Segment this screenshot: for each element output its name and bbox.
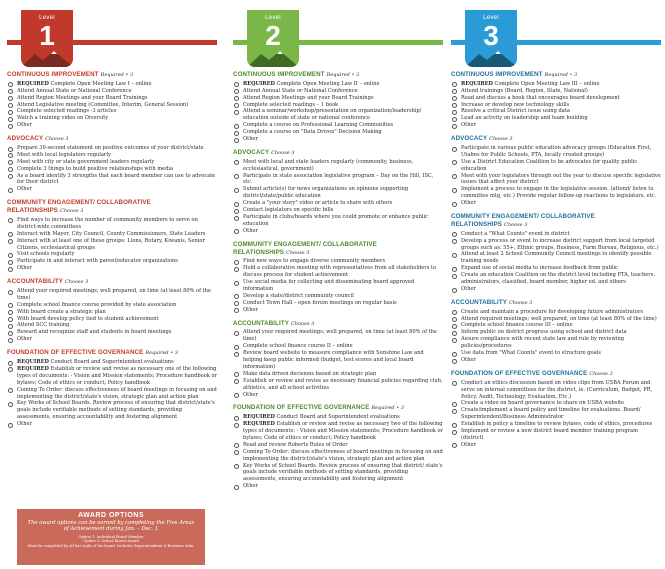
- checklist-item[interactable]: [7, 166, 217, 173]
- award-description: The award options can be earned by completing the Five Areas of Achievement during Jan. – Dec. 1: [27, 520, 195, 533]
- checklist-item[interactable]: [451, 286, 661, 293]
- checklist-item[interactable]: [451, 145, 661, 159]
- checklist-item[interactable]: [7, 231, 217, 238]
- section-heading: [451, 71, 661, 80]
- item-text: Create and maintain a procedure for developing future administrators: [461, 308, 643, 315]
- checklist-item[interactable]: [451, 336, 661, 350]
- item-text: Use a District Education Coalition to be advocates for quality public education: [461, 158, 638, 172]
- item-text: Attend trainings (Board, Region, State, National): [461, 87, 588, 94]
- checklist: [7, 217, 217, 272]
- checklist-item[interactable]: [233, 108, 443, 122]
- item-text: Interact with at least one of these groups: Lions, Rotary, Kiwanis, Senior Citizens, ecclesiastical groups: [17, 237, 205, 251]
- level-2-badge: [247, 10, 299, 67]
- item-text: Complete selected readings -3 articles: [17, 108, 117, 115]
- item-text: Review board website to measure compliance with Sunshine Law and helping keep public informed (budget, test scores and local board information): [243, 350, 424, 370]
- checklist-item[interactable]: [451, 428, 661, 442]
- item-text: Other: [17, 186, 32, 193]
- item-text: Other: [461, 356, 476, 363]
- item-text: Attend SCC training: [17, 322, 70, 329]
- checklist-item[interactable]: [233, 200, 443, 207]
- level-3-column: [451, 0, 661, 569]
- section-requirement: Required • 3: [326, 72, 360, 78]
- checklist-item[interactable]: [451, 357, 661, 364]
- section-title: ACCOUNTABILITY: [233, 319, 289, 327]
- item-text: Attend a seminar/workshop/presentation on organization/leadership/ education outside of state or national conference: [243, 108, 422, 122]
- item-text: Create an education Coalition on the district level including PTA, teachers, administrators, classified, board member, higher ed. and others: [461, 272, 655, 286]
- level-number: 1: [39, 20, 55, 51]
- checklist-item[interactable]: [7, 359, 217, 366]
- checklist: [7, 288, 217, 343]
- level-2-content: [233, 65, 443, 490]
- checklist-item[interactable]: [7, 145, 217, 152]
- section-title: ACCOUNTABILITY: [451, 298, 507, 306]
- item-text: Prepare 30-second statement on positive outcomes of your district/state: [17, 144, 204, 151]
- item-text: Establish or review and revise as necessary two of the following types of documents: - Vision and Mission statements; Procedure handbook or bylaws; Code of ethics or conduct; Policy handbook: [243, 421, 443, 441]
- checklist-item[interactable]: [7, 309, 217, 316]
- level-label: Level: [265, 15, 281, 21]
- checklist-item[interactable]: [233, 88, 443, 95]
- award-option-1: Option 1: Individual Board Member: [78, 534, 144, 539]
- level-3-badge: [465, 10, 517, 67]
- item-text: Complete Open Meeting Law II – online: [276, 80, 380, 87]
- section-requirement: Choose 3: [504, 221, 528, 228]
- checklist-item[interactable]: [7, 302, 217, 309]
- section-heading: [7, 135, 217, 144]
- checklist-item[interactable]: [7, 329, 217, 336]
- item-text: Use social media for collecting and disseminating board approved information: [243, 279, 415, 292]
- section-requirement: Choose 3: [60, 208, 84, 215]
- checklist-item[interactable]: [233, 449, 443, 463]
- item-text: Other: [461, 122, 476, 129]
- checklist-item[interactable]: [233, 129, 443, 136]
- checklist-item[interactable]: [233, 442, 443, 449]
- checklist: [451, 380, 661, 449]
- checklist-item[interactable]: [451, 88, 661, 95]
- section-heading: [451, 370, 661, 379]
- item-text: Attend Region Meetings and your Board Trainings: [243, 94, 374, 101]
- checklist-item[interactable]: [451, 238, 661, 252]
- level-3-content: [451, 65, 661, 449]
- section-title: ADVOCACY: [451, 135, 488, 143]
- section-heading: [233, 149, 443, 158]
- item-text: Establish or review and revise as necessary one of the following types of documents: - Vision and Mission statements; Procedure handbook or bylaws; Code of ethics or conduct; Policy handbook: [17, 365, 217, 386]
- item-text: Participate in clubs/boards where you could promote or enhance public education: [243, 214, 429, 227]
- required-tag: REQUIRED: [243, 80, 275, 87]
- item-text: Other: [243, 306, 258, 313]
- level-number: 3: [483, 20, 499, 51]
- section-requirement: Choose 3: [45, 136, 69, 143]
- item-text: Participate in various public education advocacy groups (Education First, Utahns for Public Schools, PTA, locally created groups): [461, 144, 652, 158]
- item-text: Attend Annual State or National Conference: [243, 87, 358, 94]
- checklist-item[interactable]: [233, 207, 443, 214]
- checklist-item[interactable]: [451, 272, 661, 286]
- checklist: [233, 258, 443, 313]
- item-text: Develop a state/district community council: [243, 292, 354, 299]
- item-text: Use data from "What Counts" event to structure goals: [461, 350, 601, 357]
- checklist-item[interactable]: [451, 309, 661, 316]
- section-title: COMMUNITY ENGAGEMENT/ COLLABORATIVE RELATIONSHIPS: [233, 240, 377, 256]
- item-text: Visit schools regularly: [17, 251, 75, 258]
- checklist-item[interactable]: [7, 366, 217, 387]
- item-text: Attend required meetings; well prepared, on time (at least 80% of the time): [461, 315, 657, 322]
- item-text: Complete selected readings – 1 book: [243, 101, 339, 108]
- section-requirement: Required • 3: [145, 350, 178, 357]
- item-text: Complete school finance course provided by state association: [17, 301, 177, 308]
- item-text: Inform public on district progress using school and district data: [461, 329, 627, 336]
- item-text: Implement a process to engage in the legislative session. (attend/ listen to committee mtg, etc.) Provide regular follow-up reactions to legislators, etc.: [461, 186, 657, 200]
- checklist-item[interactable]: [233, 463, 443, 484]
- checklist-item[interactable]: [451, 400, 661, 407]
- checklist-item[interactable]: [451, 322, 661, 329]
- checklist-item[interactable]: [233, 307, 443, 314]
- section-heading: [7, 349, 217, 358]
- checklist: [451, 81, 661, 129]
- item-text: Other: [243, 227, 258, 234]
- checklist-item[interactable]: [451, 159, 661, 173]
- checklist-item[interactable]: [451, 251, 661, 265]
- checklist-item[interactable]: [7, 251, 217, 258]
- checklist-item[interactable]: [233, 173, 443, 187]
- checklist: [451, 231, 661, 293]
- item-text: As a board identify 3 strengths that each board member can use to advocate for their district: [17, 172, 216, 186]
- item-text: Reward and recognize staff and students in board meetings: [17, 329, 172, 336]
- item-text: Other: [243, 391, 258, 398]
- item-text: Attend Legislative meeting (Committee, Interim, General Session): [17, 101, 189, 108]
- item-text: Conduct an ethics discussion based on video clips from USBA Forum and serve on internal committees for the district, ie. (Curriculum, Budget, PR, Policy, Audit, Technology, Evaluation, Etc.): [461, 379, 653, 400]
- checklist-item[interactable]: [451, 102, 661, 109]
- checklist-item[interactable]: [451, 350, 661, 357]
- checklist-item[interactable]: [233, 265, 443, 279]
- item-text: Expand use of social media to increase feedback from public: [461, 265, 618, 272]
- section-title: ADVOCACY: [233, 148, 270, 156]
- item-text: Complete Open Meeting Law I – online: [50, 80, 152, 87]
- checklist-item[interactable]: [233, 293, 443, 300]
- item-text: Watch a training video on Diversity: [17, 115, 109, 122]
- checklist-item[interactable]: [451, 380, 661, 401]
- item-text: Implement or review a new district board member training program (district): [461, 428, 638, 441]
- checklist-item[interactable]: [7, 322, 217, 329]
- checklist-item[interactable]: [7, 173, 217, 187]
- item-text: Attend Region Meetings and your Board Trainings: [17, 94, 148, 101]
- item-text: Coming To Order: discuss effectiveness of board meetings in focusing on and implementing the district/state's vision, strategic plan and action plan: [243, 448, 443, 462]
- checklist-item[interactable]: [233, 378, 443, 392]
- item-text: Conduct a "What Counts" event in district: [461, 230, 570, 237]
- checklist: [233, 81, 443, 143]
- checklist-item[interactable]: [451, 200, 661, 207]
- item-text: Find ways to increase the number of community members to serve on district-wide committees: [17, 216, 198, 230]
- item-text: Hold a collaborative meeting with representatives from all stakeholders to discuss process for student achievement: [243, 265, 437, 279]
- checklist-item[interactable]: [451, 173, 661, 187]
- item-text: Interact with Mayor, City Council, County Commissioners, State Leaders: [17, 230, 206, 237]
- checklist-item[interactable]: [7, 421, 217, 428]
- item-text: Establish in policy a timeline to review bylaws, code of ethics, procedures: [461, 421, 653, 428]
- item-text: Key Works of School Boards. Review process of ensuring that district/ state's goals include verifiable methods of setting standards, providing assessments, ensuring accountability and fostering alignment: [243, 462, 443, 483]
- item-text: Complete a course on "Data Driven" Decision Making: [243, 129, 382, 136]
- section-requirement: Choose 3: [271, 149, 295, 156]
- section-requirement: Required • 3: [100, 72, 134, 78]
- section-heading: [233, 71, 443, 80]
- checklist-item[interactable]: [233, 421, 443, 442]
- item-text: Submit article(s) for news organizations on opinions supporting district/state/public education: [243, 186, 409, 200]
- item-text: Attend your required meetings; well prepared, on time (at least 80% of the time): [243, 329, 437, 343]
- section-requirement: Required • 3: [371, 405, 404, 412]
- checklist: [451, 309, 661, 364]
- section-title: CONTINUOUS IMPROVEMENT: [7, 71, 99, 78]
- section-title: FOUNDATION OF EFFECTIVE GOVERNANCE: [233, 404, 370, 412]
- checklist: [7, 81, 217, 129]
- checklist-item[interactable]: [451, 407, 661, 421]
- checklist-item[interactable]: [233, 186, 443, 200]
- item-text: Attend at least 2 School Community Council meetings to identify possible training needs: [461, 251, 652, 265]
- section-title: COMMUNITY ENGAGEMENT/ COLLABORATIVE RELATIONSHIPS: [451, 213, 595, 228]
- checklist-item[interactable]: [233, 81, 443, 88]
- item-text: With board create a strategic plan: [17, 308, 106, 315]
- required-tag: REQUIRED: [243, 421, 275, 428]
- checklist-item[interactable]: [233, 102, 443, 109]
- checklist-item[interactable]: [451, 442, 661, 449]
- checklist-item[interactable]: [233, 279, 443, 293]
- checklist-item[interactable]: [451, 81, 661, 88]
- checklist-item[interactable]: [233, 329, 443, 343]
- item-text: Complete 3 things to build positive relationships with media: [17, 165, 174, 172]
- checklist-item[interactable]: [451, 421, 661, 428]
- section-requirement: Required • 3: [544, 72, 578, 78]
- section-title: ADVOCACY: [7, 135, 44, 143]
- award-note: Must be completed by all but eight of the board. Includes Superintendent & Business Adm.: [27, 543, 195, 548]
- checklist-item[interactable]: [451, 115, 661, 122]
- checklist-item[interactable]: [7, 108, 217, 115]
- level-label: Level: [39, 15, 55, 21]
- checklist-item[interactable]: [233, 392, 443, 399]
- section-requirement: Choose 3: [589, 370, 613, 377]
- checklist-item[interactable]: [7, 288, 217, 302]
- checklist-item[interactable]: [7, 102, 217, 109]
- checklist-item[interactable]: [7, 152, 217, 159]
- required-tag: REQUIRED: [17, 358, 49, 365]
- section-heading: [451, 135, 661, 144]
- item-text: Key Works of School Boards. Review process of ensuring that district/state's goals include verifiable methods of setting standards, providing assessments, ensuring accountability and fostering alignment: [17, 400, 215, 421]
- checklist: [233, 329, 443, 398]
- checklist-item[interactable]: [233, 258, 443, 265]
- item-text: Other: [243, 483, 258, 490]
- item-text: Participate in state association legislative program – Day on the Hill, ISC, etc.: [243, 172, 434, 186]
- item-text: Other: [461, 441, 476, 448]
- checklist-item[interactable]: [233, 414, 443, 421]
- section-title: COMMUNITY ENGAGEMENT/ COLLABORATIVE RELATIONSHIPS: [7, 199, 151, 215]
- section-heading: [7, 71, 217, 80]
- section-heading: [233, 241, 443, 258]
- checklist-item[interactable]: [233, 214, 443, 228]
- item-text: Read and discuss a book that encourages board development: [461, 94, 620, 101]
- level-1-content: [7, 65, 217, 428]
- level-label: Level: [483, 15, 499, 21]
- item-text: Complete school finance course II – online: [243, 343, 353, 350]
- checklist: [451, 145, 661, 207]
- checklist-item[interactable]: [233, 300, 443, 307]
- item-text: Other: [17, 421, 32, 428]
- item-text: Other: [243, 136, 258, 143]
- item-text: Create/implement a board policy and timeline for evaluations. Board/ Superintendent/Business Administrator: [461, 407, 641, 421]
- section-title: CONTINUOUS IMPROVEMENT: [233, 71, 325, 78]
- item-text: With board develop policy tied to student achievement: [17, 315, 159, 322]
- item-text: Make data driven decisions based on strategic plan: [243, 370, 377, 377]
- checklist-item[interactable]: [233, 483, 443, 490]
- checklist-item[interactable]: [7, 88, 217, 95]
- section-title: CONTINUOUS IMPROVEMENT: [451, 71, 543, 78]
- checklist-item[interactable]: [451, 329, 661, 336]
- section-title: ACCOUNTABILITY: [7, 278, 63, 286]
- checklist-item[interactable]: [7, 258, 217, 265]
- item-text: Assure compliance with recent state law and rule by reviewing policies/procedures: [461, 336, 624, 350]
- checklist-item[interactable]: [7, 265, 217, 272]
- checklist-item[interactable]: [233, 95, 443, 102]
- checklist-item[interactable]: [7, 81, 217, 88]
- item-text: Other: [461, 285, 476, 292]
- item-text: Increase or develop new technology skills: [461, 101, 570, 108]
- item-text: Other: [17, 122, 32, 129]
- item-text: Other: [17, 336, 32, 343]
- award-option-2: Option 2: School Board Award: [83, 539, 139, 544]
- checklist-item[interactable]: [451, 122, 661, 129]
- checklist-item[interactable]: [451, 316, 661, 323]
- section-heading: [233, 320, 443, 329]
- checklist-item[interactable]: [7, 95, 217, 102]
- level-1-column: [7, 0, 217, 569]
- required-tag: REQUIRED: [17, 80, 49, 87]
- section-title: FOUNDATION OF EFFECTIVE GOVERNANCE: [7, 349, 144, 357]
- item-text: Establish or review and revise as necessary financial policies regarding club, athletics, and all school activities: [243, 377, 443, 391]
- checklist-item[interactable]: [451, 265, 661, 272]
- award-title: AWARD OPTIONS: [77, 512, 144, 519]
- required-tag: REQUIRED: [17, 365, 49, 372]
- checklist-item[interactable]: [233, 136, 443, 143]
- section-requirement: Choose 3: [64, 279, 89, 286]
- checklist-item[interactable]: [451, 108, 661, 115]
- item-text: Meet with local legislators regularly: [17, 151, 111, 158]
- item-text: Meet with city or state government leaders regularly: [17, 158, 155, 165]
- item-text: Participate in and interact with parent/educator organizations: [17, 258, 178, 265]
- item-text: Conduct Board and Superintendent evaluations: [50, 358, 174, 365]
- section-requirement: Choose 3: [508, 299, 533, 306]
- checklist-item[interactable]: [7, 186, 217, 193]
- section-heading: [7, 199, 217, 216]
- section-heading: [233, 404, 443, 413]
- checklist-item[interactable]: [7, 316, 217, 323]
- checklist: [7, 359, 217, 428]
- checklist-item[interactable]: [7, 387, 217, 401]
- checklist: [233, 159, 443, 235]
- checklist-item[interactable]: [451, 231, 661, 238]
- item-text: Resolve a critical District issue using data: [461, 108, 570, 115]
- checklist-item[interactable]: [233, 159, 443, 173]
- checklist-item[interactable]: [7, 115, 217, 122]
- checklist-item[interactable]: [233, 371, 443, 378]
- section-requirement: Choose 3: [286, 249, 310, 256]
- section-heading: [451, 299, 661, 308]
- item-text: Coming To Order: discuss effectiveness of board meetings in focusing on and implementing the district/state's vision, strategic plan and action plan: [17, 386, 217, 400]
- section-heading: [7, 278, 217, 287]
- checklist-item[interactable]: [451, 186, 661, 200]
- checklist-item[interactable]: [233, 343, 443, 350]
- item-text: Meet with your legislators through out the year to discuss specific legislative issues that affect your district: [461, 172, 661, 186]
- checklist: [7, 145, 217, 193]
- required-tag: REQUIRED: [461, 80, 493, 87]
- section-title: FOUNDATION OF EFFECTIVE GOVERNANCE: [451, 369, 588, 377]
- checklist-item[interactable]: [7, 217, 217, 231]
- checklist-item[interactable]: [233, 350, 443, 371]
- level-1-badge: [21, 10, 73, 67]
- award-options-box: [17, 509, 205, 565]
- item-text: Create a video on board governance to share on USBA website: [461, 400, 625, 407]
- section-requirement: Choose 3: [290, 320, 315, 327]
- item-text: Attend your required meetings; well prepared, on time (at least 80% of the time): [17, 287, 211, 301]
- item-text: Conduct Town Hall – open forum meetings on regular basis: [243, 299, 397, 306]
- item-text: Attend Annual State or National Conference: [17, 87, 132, 94]
- checklist-item[interactable]: [451, 95, 661, 102]
- checklist-item[interactable]: [7, 400, 217, 421]
- section-heading: [451, 213, 661, 230]
- item-text: Lead an activity on leadership and team building: [461, 115, 588, 122]
- item-text: Read and review Roberts Rules of Order: [243, 441, 348, 448]
- item-text: Create a "your story" video or article to share with others: [243, 200, 393, 207]
- item-text: Find new ways to engage diverse community members: [243, 258, 386, 265]
- checklist-item[interactable]: [7, 238, 217, 252]
- item-text: Contact legislators on specific bills: [243, 207, 334, 214]
- checklist-item[interactable]: [7, 122, 217, 129]
- checklist: [233, 414, 443, 490]
- item-text: Complete Open Meeting Law III – online: [494, 80, 600, 87]
- item-text: Complete school finance course III – online: [461, 322, 573, 329]
- item-text: Complete a course on Professional Learning Communities: [243, 122, 394, 129]
- item-text: Meet with local and state leaders regularly (community, business, ecclesiastical, government): [243, 158, 414, 172]
- item-text: Other: [17, 265, 32, 272]
- section-requirement: Choose 3: [489, 136, 513, 143]
- checklist-item[interactable]: [233, 228, 443, 235]
- level-2-column: [233, 0, 443, 569]
- checklist-item[interactable]: [7, 159, 217, 166]
- item-text: Develop a process or event to increase district support from local targeted groups such as: 55+, Ethnic groups, Business, Farm Bureau, Religious, etc.): [461, 237, 659, 251]
- level-number: 2: [265, 20, 281, 51]
- checklist-item[interactable]: [233, 122, 443, 129]
- item-text: Other: [461, 200, 476, 207]
- checklist-item[interactable]: [7, 336, 217, 343]
- required-tag: REQUIRED: [243, 414, 275, 421]
- item-text: Conduct Board and Superintendent evaluations: [276, 414, 400, 421]
